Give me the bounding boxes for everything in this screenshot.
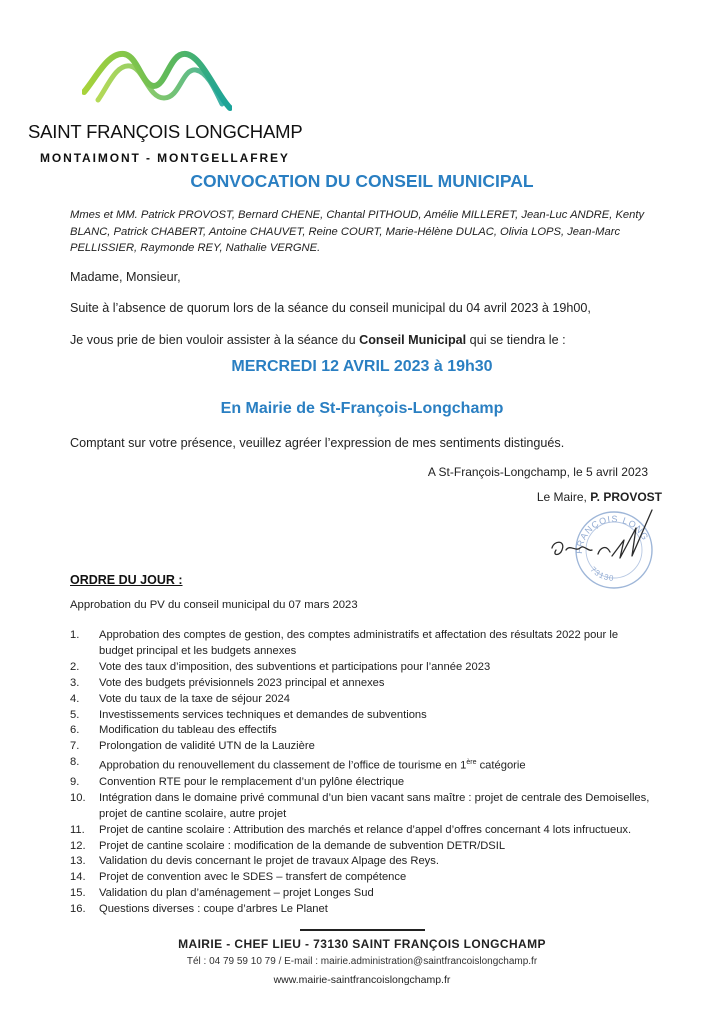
agenda-item: [70, 870, 655, 886]
closing-formula: Comptant sur votre présence, veuillez agréer l’expression de mes sentiments distingués.: [70, 436, 565, 450]
agenda-item-number: 1.: [70, 629, 80, 641]
agenda-item-text: Validation du plan d’aménagement – projet Longes Sud: [99, 887, 374, 900]
place-and-date: A St-François-Longchamp, le 5 avril 2023: [427, 465, 648, 479]
agenda-item: [70, 692, 655, 708]
meeting-date: MERCREDI 12 AVRIL 2023 à 19h30: [231, 358, 493, 375]
agenda-item-text-main: Approbation du renouvellement du classement de l’office de tourisme en 1: [99, 759, 467, 772]
agenda-item-text: Validation du devis concernant le projet de travaux Alpage des Reys.: [99, 855, 439, 868]
footer-address: MAIRIE - CHEF LIEU - 73130 SAINT FRANÇOIS LONGCHAMP: [178, 937, 546, 951]
agenda-item-text: [99, 755, 655, 775]
agenda-item-text: Vote des taux d’imposition, des subventions et participations pour l’année 2023: [99, 660, 491, 673]
agenda-item-number: 10.: [70, 791, 86, 804]
agenda-item: [70, 660, 655, 676]
agenda-item-text: Modification du tableau des effectifs: [99, 724, 277, 737]
mountain-logo-icon: [82, 42, 232, 114]
agenda-item-number: 15.: [70, 887, 86, 900]
footer-divider: [300, 929, 425, 931]
paragraph-quorum: Suite à l’absence de quorum lors de la séance du conseil municipal du 04 avril 2023 à 19h00,: [70, 301, 591, 315]
invitation-council-bold: Conseil Municipal: [359, 333, 467, 347]
invitation-text-start: Je vous prie de bien vouloir assister à la séance du: [70, 333, 360, 347]
agenda-item: [70, 886, 655, 902]
signature-name: P. PROVOST: [590, 490, 662, 504]
organization-subtitle: MONTAIMONT - MONTGELLAFREY: [40, 151, 290, 165]
agenda-item: [70, 755, 655, 775]
agenda-item-number: 7.: [70, 740, 80, 753]
agenda-item-text: Convention RTE pour le remplacement d’un pylône électrique: [99, 775, 405, 788]
agenda-item-number: 6.: [70, 724, 80, 737]
agenda-item-text: Prolongation de validité UTN de la Lauzière: [99, 740, 315, 753]
agenda-item-text: Questions diverses : coupe d’arbres Le Planet: [99, 903, 328, 916]
agenda-item-text: Approbation des comptes de gestion, des comptes administratifs et affectation des résultats 2022 pour le budget principal et les budgets annexes: [99, 629, 619, 657]
footer-contact: Tél : 04 79 59 10 79 / E-mail : mairie.administration@saintfrancoislongchamp.fr: [186, 956, 538, 967]
agenda-list: [70, 628, 655, 918]
agenda-item-number: 4.: [70, 692, 80, 705]
greeting: Madame, Monsieur,: [70, 270, 181, 284]
official-seal-icon: [540, 500, 675, 592]
agenda-item-text: Projet de convention avec le SDES – transfert de compétence: [99, 871, 407, 884]
agenda-item: [70, 823, 655, 839]
agenda-item: [70, 775, 655, 791]
agenda-item-text: Projet de cantine scolaire : modification de la demande de subvention DETR/DSIL: [99, 839, 506, 852]
agenda-item: [70, 902, 655, 918]
agenda-item-text: Investissements services techniques et demandes de subventions: [99, 708, 427, 721]
agenda-item-number: 2.: [70, 660, 80, 673]
agenda-item: [70, 739, 655, 755]
agenda-item: [70, 723, 655, 739]
agenda-item: [70, 854, 655, 870]
agenda-item-number: 3.: [70, 676, 80, 689]
agenda-item: [70, 676, 655, 692]
agenda-item: [70, 708, 655, 724]
agenda-item: [70, 628, 655, 660]
ordinal-superscript: ère: [466, 759, 477, 767]
agenda-item-number: 11.: [70, 823, 85, 836]
seal-text-top: FRANÇOIS LONG: [573, 513, 651, 555]
signature-prefix: Le Maire,: [536, 490, 591, 504]
meeting-place: En Mairie de St-François-Longchamp: [220, 400, 504, 417]
recipients-list: Mmes et MM. Patrick PROVOST, Bernard CHENE, Chantal PITHOUD, Amélie MILLERET, Jean-Luc ANDRE, Kenty BLANC, Patrick CHABERT, Antoine CHAUVET, Reine COURT, Marie-Hélène DULAC, Olivia LOPS, Jean-Marc PELLISSIER, Raymonde REY, Nathalie VERGNE.: [70, 209, 645, 254]
agenda-item: [70, 839, 655, 855]
agenda-item-number: 12.: [70, 839, 86, 852]
paragraph-invitation: [70, 333, 566, 347]
agenda-item-text: Intégration dans le domaine privé communal d’un bien vacant sans maître : projet de centrale des Demoiselles, projet de cantine scolaire, autre projet: [99, 791, 650, 820]
agenda-item-number: 5.: [70, 708, 80, 721]
agenda-item-number: 9.: [70, 775, 80, 788]
agenda-item-text: Vote des budgets prévisionnels 2023 principal et annexes: [99, 676, 385, 689]
agenda-item-text: Vote du taux de la taxe de séjour 2024: [99, 692, 290, 705]
pv-approval-line: Approbation du PV du conseil municipal du 07 mars 2023: [70, 599, 358, 611]
organization-name: SAINT FRANÇOIS LONGCHAMP: [28, 121, 303, 142]
agenda-item-number: 8.: [70, 756, 80, 769]
agenda-item-number: 14.: [70, 871, 86, 884]
footer-website-link[interactable]: www.mairie-saintfrancoislongchamp.fr: [273, 974, 451, 986]
agenda-item-text: Projet de cantine scolaire : Attribution des marchés et relance d’appel d’offres concernant 4 lots infructueux.: [99, 823, 632, 836]
invitation-text-end: qui se tiendra le :: [466, 333, 566, 347]
agenda-item-number: 13.: [70, 855, 86, 868]
agenda-item-number: 16.: [70, 903, 86, 916]
agenda-title: ORDRE DU JOUR :: [70, 573, 183, 587]
agenda-item-text-end: catégorie: [476, 759, 526, 772]
seal-text-bottom: 73130: [588, 564, 615, 583]
agenda-item: [70, 791, 655, 823]
document-title: CONVOCATION DU CONSEIL MUNICIPAL: [190, 171, 534, 191]
